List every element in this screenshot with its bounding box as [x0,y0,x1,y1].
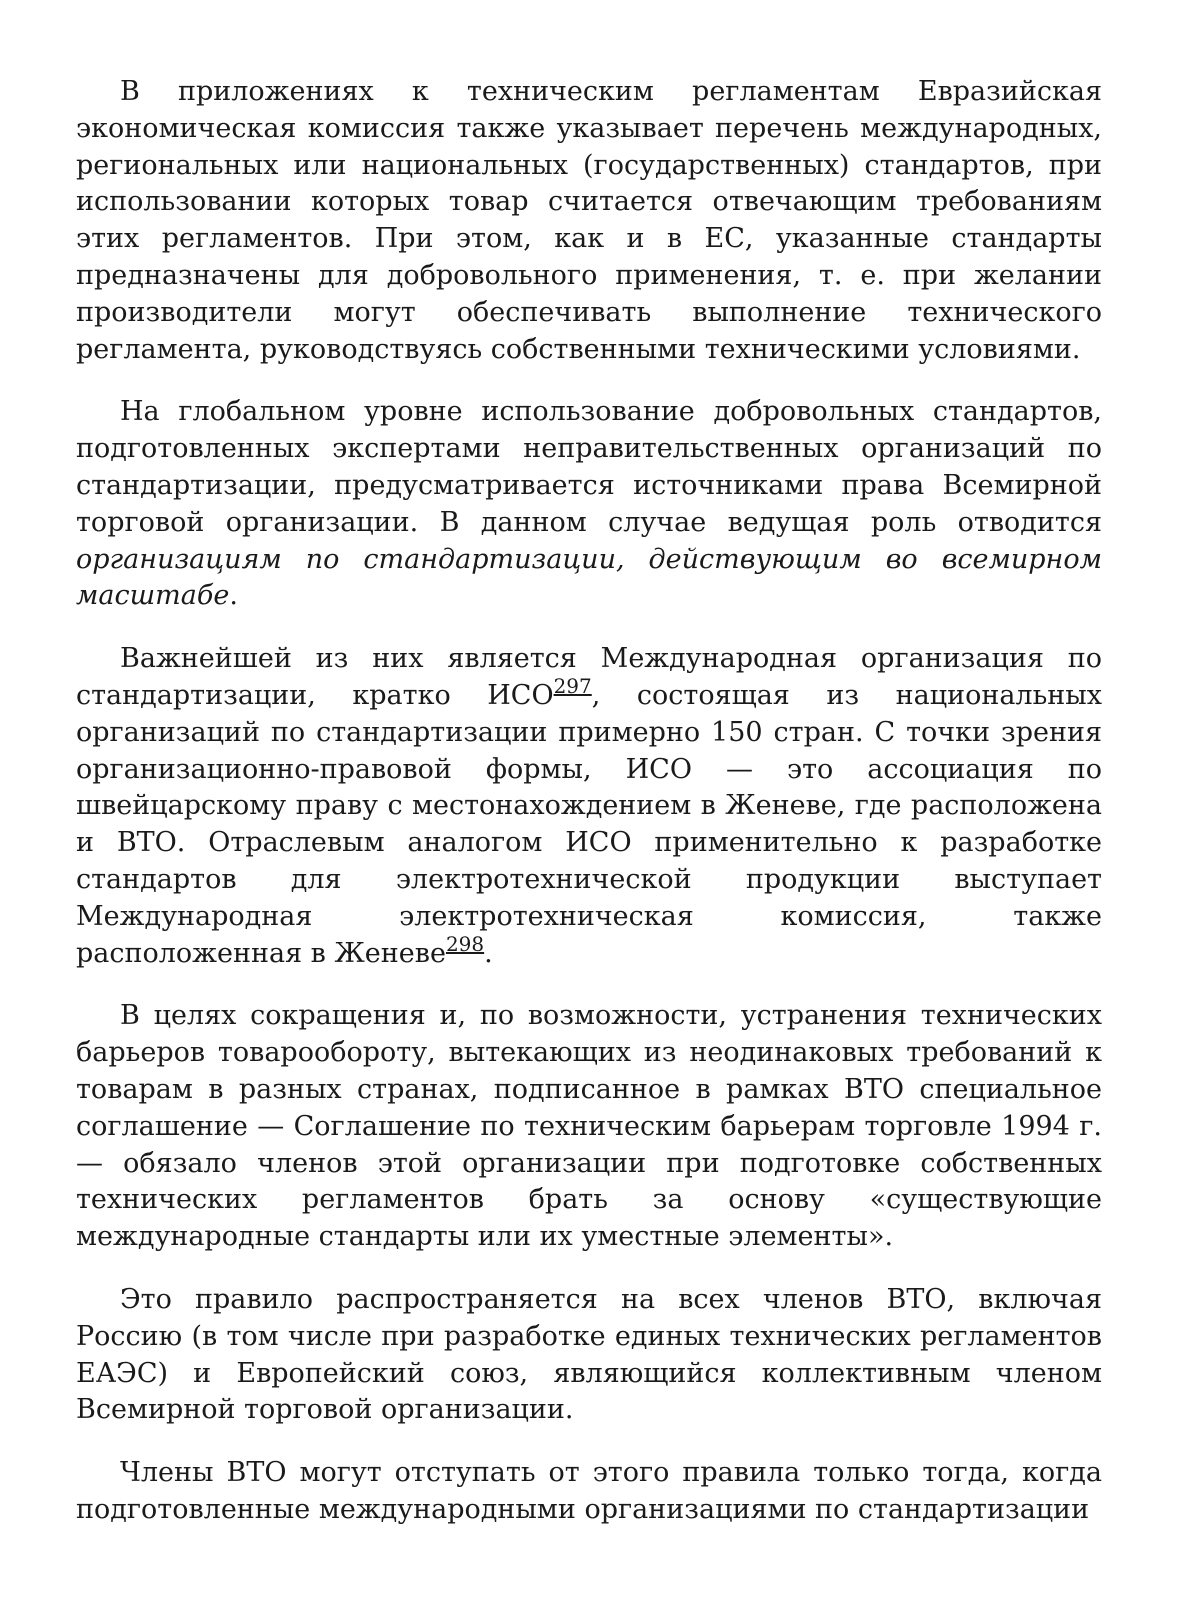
paragraph-text: В целях сокращения и, по возможности, устранения технических барьеров товарообороту, вытекающих из неодинаковых требований к товарам в разных странах, подписанное в рамках ВТО специальное соглашение — Соглашение по техническим барьерам торговле 1994 г. — обязало членов этой организации при подготовке собственных технических регламентов брать за основу «существующие международные стандарты или их уместные элементы». [76,1000,1102,1253]
paragraph-global-level [76,394,1102,615]
paragraph-text: В приложениях к техническим регламентам Евразийская экономическая комиссия также указывает перечень международных, региональных или национальных (государственных) стандартов, при использовании которых товар считается отвечающим требованиям этих регламентов. При этом, как и в ЕС, указанные стандарты предназначены для добровольного применения, т. е. при желании производители могут обеспечивать выполнение технического регламента, руководствуясь собственными техническими условиями. [76,76,1102,365]
document-page [76,74,1102,1527]
paragraph-iso [76,641,1102,972]
paragraph-exceptions [76,1455,1102,1527]
paragraph-text-end: . [229,580,238,612]
paragraph-text: Члены ВТО могут отступать от этого правила только тогда, когда подготовленные международными организациями по стандартизации [76,1457,1102,1525]
paragraph-text-end: . [484,937,493,969]
paragraph-text: Важнейшей из них является Международная организация по стандартизации, кратко ИСО [76,643,1102,711]
footnote-link-297[interactable]: 297 [553,673,592,698]
paragraph-eaeu-standards [76,74,1102,368]
paragraph-tbt-agreement [76,998,1102,1256]
paragraph-text: На глобальном уровне использование добровольных стандартов, подготовленных экспертами неправительственных организаций по стандартизации, предусматривается источниками права Всемирной торговой организации. В данном случае ведущая роль отводится [76,396,1102,538]
paragraph-text: Это правило распространяется на всех членов ВТО, включая Россию (в том числе при разработке единых технических регламентов ЕАЭС) и Европейский союз, являющийся коллективным членом Всемирной торговой организации. [76,1283,1102,1426]
paragraph-wto-members [76,1282,1102,1429]
paragraph-text: , состоящая из национальных организаций по стандартизации примерно 150 стран. С точки зрения организационно-правовой формы, ИСО — это ассоциация по швейцарскому праву с местонахождением в Женеве, где расположена и ВТО. Отраслевым аналогом ИСО применительно к разработке стандартов для электротехнической продукции выступает Международная электротехническая комиссия, также расположенная в Женеве [76,679,1102,969]
footnote-link-298[interactable]: 298 [445,931,485,956]
paragraph-cut-container [76,1455,1102,1527]
italic-phrase: организациям по стандартизации, действующим во всемирном масштабе [76,543,1102,612]
